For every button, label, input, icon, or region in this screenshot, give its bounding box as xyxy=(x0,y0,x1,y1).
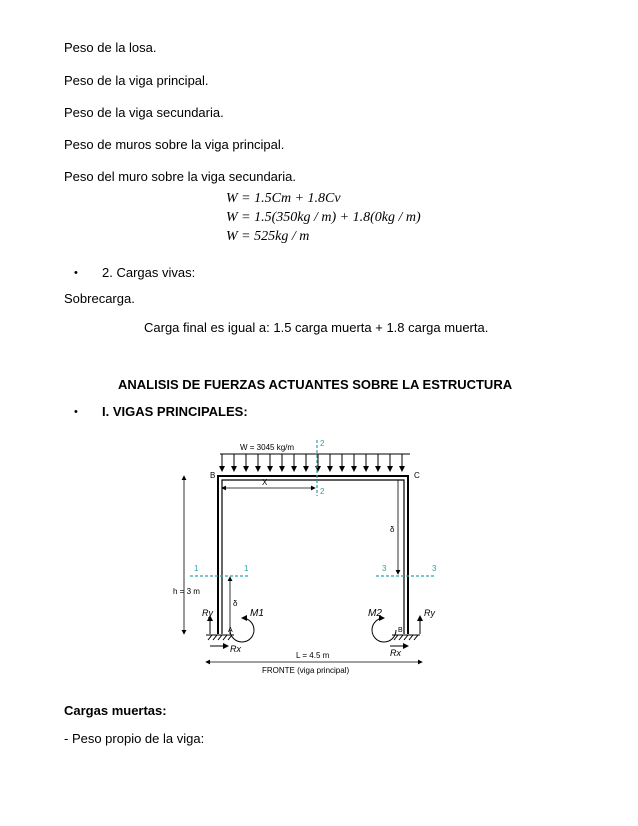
section-1-left-label: 1 xyxy=(194,564,199,573)
text-line-wall-secondary-beam: Peso del muro sobre la viga secundaria. xyxy=(64,169,296,184)
heading-live-loads: 2. Cargas vivas: xyxy=(102,265,196,280)
delta-right-label: δ xyxy=(390,525,395,534)
bullet-main-beams: • xyxy=(74,406,78,418)
text-final-load: Carga final es igual a: 1.5 carga muerta + 1.8 carga muerta. xyxy=(144,320,489,335)
node-b-label: B xyxy=(210,471,216,480)
equation-2: W = 1.5(350kg / m) + 1.8(0kg / m) xyxy=(226,210,421,225)
section-title-analysis: ANALISIS DE FUERZAS ACTUANTES SOBRE LA ESTRUCTURA xyxy=(118,377,513,392)
left-support xyxy=(206,635,234,640)
equation-3: W = 525kg / m xyxy=(226,229,310,244)
x-label: X xyxy=(262,478,268,487)
m1-label: M1 xyxy=(250,608,264,619)
text-line-walls-main-beam: Peso de muros sobre la viga principal. xyxy=(64,137,285,152)
heading-dead-loads: Cargas muertas: xyxy=(64,703,167,718)
length-label: L = 4.5 m xyxy=(296,651,330,660)
node-c-label: C xyxy=(414,471,420,480)
text-line-slab: Peso de la losa. xyxy=(64,40,157,55)
section-2-top-label: 2 xyxy=(320,439,325,448)
frame-diagram xyxy=(170,434,450,684)
moment-m2-arc xyxy=(372,618,396,642)
ry-left-label: Ry xyxy=(202,608,213,618)
rx-right-label: Rx xyxy=(390,648,401,658)
text-overload: Sobrecarga. xyxy=(64,291,135,306)
node-b-bottom-label: B xyxy=(398,627,403,634)
bullet-live-loads: • xyxy=(74,267,78,279)
section-3-left-label: 3 xyxy=(382,564,387,573)
text-line-main-beam: Peso de la viga principal. xyxy=(64,73,209,88)
m2-label: M2 xyxy=(368,608,382,619)
section-1-right-label: 1 xyxy=(244,564,249,573)
load-label: W = 3045 kg/m xyxy=(240,443,295,452)
distributed-load-arrows xyxy=(220,454,410,471)
section-2-bottom-label: 2 xyxy=(320,487,325,496)
right-support xyxy=(392,635,420,640)
text-line-secondary-beam: Peso de la viga secundaria. xyxy=(64,105,224,120)
moment-m1-arc xyxy=(230,618,254,642)
height-label: h = 3 m xyxy=(173,587,200,596)
text-beam-self-weight: - Peso propio de la viga: xyxy=(64,731,205,746)
delta-left-label: δ xyxy=(233,599,238,608)
node-a-label: A xyxy=(228,627,233,634)
subtitle-main-beams: I. VIGAS PRINCIPALES: xyxy=(102,404,248,419)
section-3-right-label: 3 xyxy=(432,564,437,573)
ry-right-label: Ry xyxy=(424,608,435,618)
equation-1: W = 1.5Cm + 1.8Cv xyxy=(226,191,341,206)
rx-left-label: Rx xyxy=(230,644,241,654)
diagram-caption: FRONTE (viga principal) xyxy=(262,666,350,675)
